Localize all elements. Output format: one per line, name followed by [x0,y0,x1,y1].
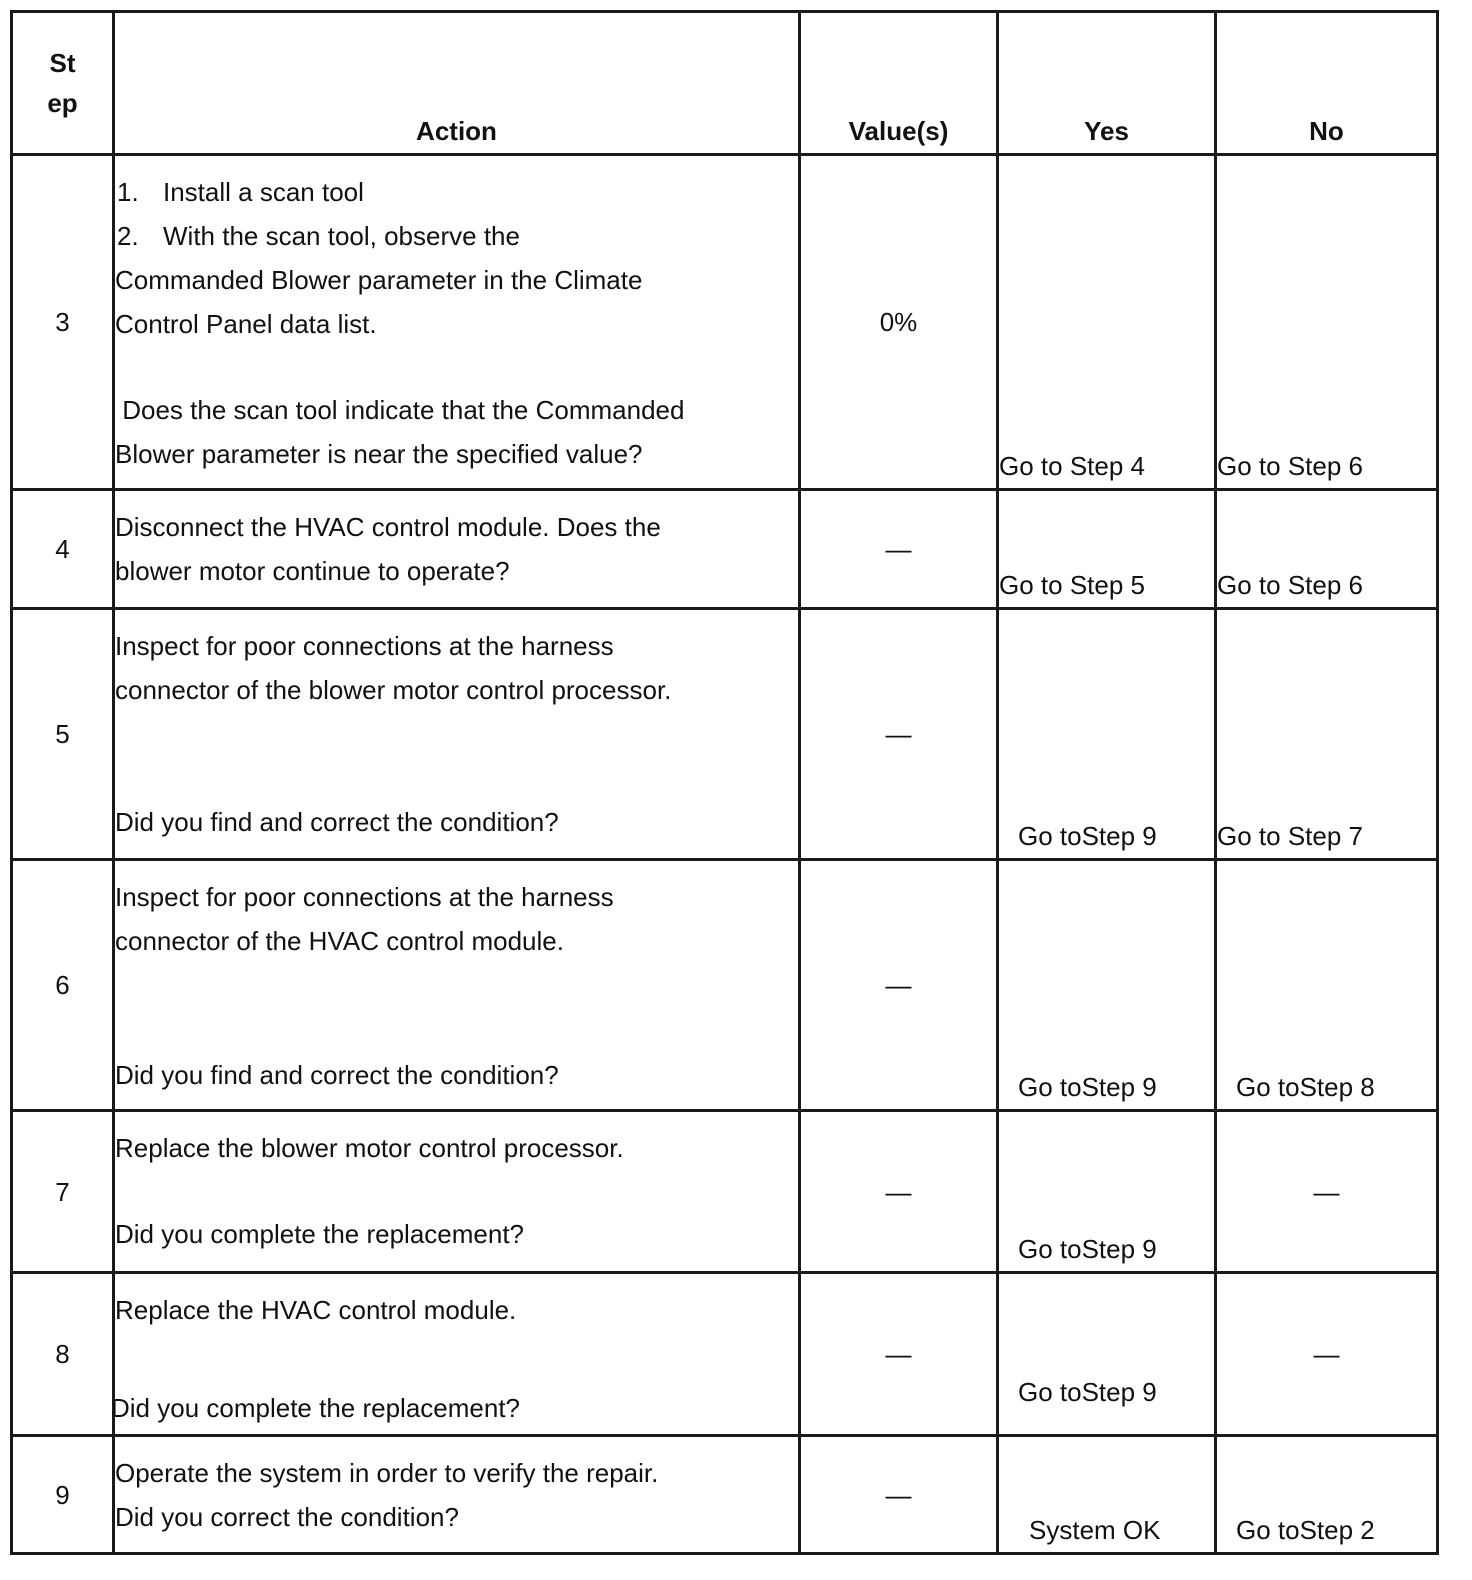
list-number: 1. [117,177,139,207]
header-row [12,12,1438,155]
table-row [12,1436,1438,1554]
action-line: Inspect for poor connections at the harness [115,882,614,912]
header-step [12,12,114,155]
value-cell: — [800,860,998,1111]
list-text: Install a scan tool [163,177,364,207]
value-cell: — [800,609,998,860]
step-number: 3 [12,155,114,490]
action-question: Did you find and correct the condition? [115,807,559,837]
value-cell: — [800,1273,998,1436]
step-number: 9 [12,1436,114,1554]
no-cell: Go toStep 8 [1216,860,1438,1111]
no-cell: Go to Step 6 [1216,490,1438,609]
action-line: Commanded Blower parameter in the Climate [115,265,643,295]
action-line: connector of the HVAC control module. [115,926,564,956]
action-line: Disconnect the HVAC control module. Does the [115,512,661,542]
table-row [12,155,1438,490]
no-cell: Go to Step 7 [1216,609,1438,860]
list-item [115,214,798,258]
list-number: 2. [117,221,139,251]
value-cell: — [800,1436,998,1554]
yes-cell: Go toStep 9 [998,860,1216,1111]
step-number: 5 [12,609,114,860]
header-action: Action [114,12,800,155]
step-number: 8 [12,1273,114,1436]
table-row [12,1111,1438,1273]
no-cell: — [1216,1273,1438,1436]
step-number: 7 [12,1111,114,1273]
action-question: Did you complete the replacement? [111,1393,521,1423]
yes-cell: Go toStep 9 [998,1111,1216,1273]
table-row [12,490,1438,609]
action-cell [114,155,800,490]
no-cell: Go to Step 6 [1216,155,1438,490]
header-yes: Yes [998,12,1216,155]
step-number: 6 [12,860,114,1111]
action-question: Did you find and correct the condition? [115,1060,559,1090]
value-cell: — [800,490,998,609]
action-cell [111,1273,800,1436]
yes-cell: Go to Step 4 [998,155,1216,490]
action-question: Does the scan tool indicate that the Commanded [115,395,685,425]
table-row [12,860,1438,1111]
yes-cell: System OK [998,1436,1216,1554]
action-line: Operate the system in order to verify the repair. [115,1458,659,1488]
step-number: 4 [12,490,114,609]
action-cell [114,860,800,1111]
action-question: Blower parameter is near the specified value? [115,439,643,469]
action-line: Inspect for poor connections at the harness [115,631,614,661]
action-question: Did you correct the condition? [115,1502,459,1532]
action-cell [114,490,800,609]
action-line: blower motor continue to operate? [115,556,510,586]
yes-cell: Go toStep 9 [998,609,1216,860]
no-cell: Go toStep 2 [1216,1436,1438,1554]
header-values: Value(s) [800,12,998,155]
action-line: Replace the blower motor control processor. [115,1133,624,1163]
action-cell [114,609,800,860]
action-line: connector of the blower motor control processor. [115,675,672,705]
header-step-line2: ep [47,88,78,118]
table-row [12,1273,1438,1436]
list-text: With the scan tool, observe the [163,221,520,251]
header-step-line1: St [49,48,76,78]
action-line: Replace the HVAC control module. [115,1295,517,1325]
yes-cell: Go to Step 5 [998,490,1216,609]
value-cell: — [800,1111,998,1273]
action-question: Did you complete the replacement? [115,1219,525,1249]
action-cell [114,1111,800,1273]
table-row [12,609,1438,860]
no-cell: — [1216,1111,1438,1273]
action-line: Control Panel data list. [115,309,377,339]
header-no: No [1216,12,1438,155]
list-item [115,170,798,214]
diagnostic-table [10,10,1439,1555]
action-cell [114,1436,800,1554]
yes-cell: Go toStep 9 [998,1273,1216,1436]
value-cell: 0% [800,155,998,490]
